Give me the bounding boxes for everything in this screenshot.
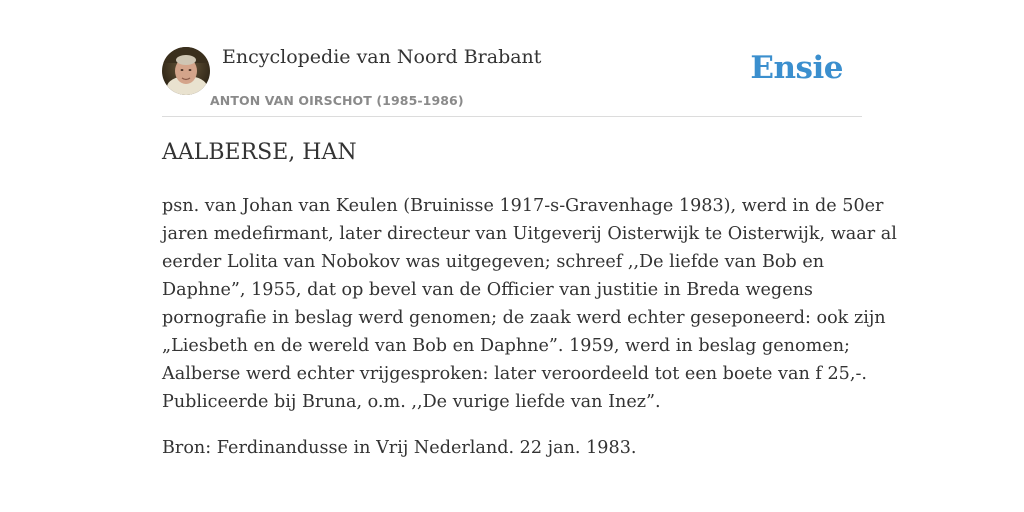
entry-text-line: psn. van Johan van Keulen (Bruinisse 1917-s-Gravenhage 1983), werd in de 50er [162,196,884,216]
entry-text-line: Aalberse werd echter vrijgesproken: later veroordeeld tot een boete van f 25,-. [162,364,867,384]
author-avatar[interactable] [162,47,210,95]
entry-header [162,0,862,117]
entry-body [162,192,897,462]
entry-text-line: jaren medefirmant, later directeur van Uitgeverij Oisterwijk te Oisterwijk, waar al [162,224,897,244]
source-title[interactable]: Encyclopedie van Noord Brabant [222,46,542,68]
entry-text-line: pornografie in beslag werd genomen; de zaak werd echter geseponeerd: ook zijn [162,308,886,328]
entry-source-note: Bron: Ferdinandusse in Vrij Nederland. 22 jan. 1983. [162,438,637,458]
brand-logo[interactable]: Ensie [750,50,843,86]
entry-card [162,0,897,512]
author-portrait-icon [162,47,210,95]
entry-text-line: „Liesbeth en de wereld van Bob en Daphne”. 1959, werd in beslag genomen; [162,336,850,356]
entry-text-line: Daphne”, 1955, dat op bevel van de Officier van justitie in Breda wegens [162,280,813,300]
entry-title: AALBERSE, HAN [162,140,357,165]
entry-text-line: Publiceerde bij Bruna, o.m. ,,De vurige liefde van Inez”. [162,392,661,412]
entry-text-line: eerder Lolita van Nobokov was uitgegeven; schreef ,,De liefde van Bob en [162,252,825,272]
author-byline[interactable]: ANTON VAN OIRSCHOT (1985-1986) [210,93,464,108]
entry-text [162,192,897,416]
